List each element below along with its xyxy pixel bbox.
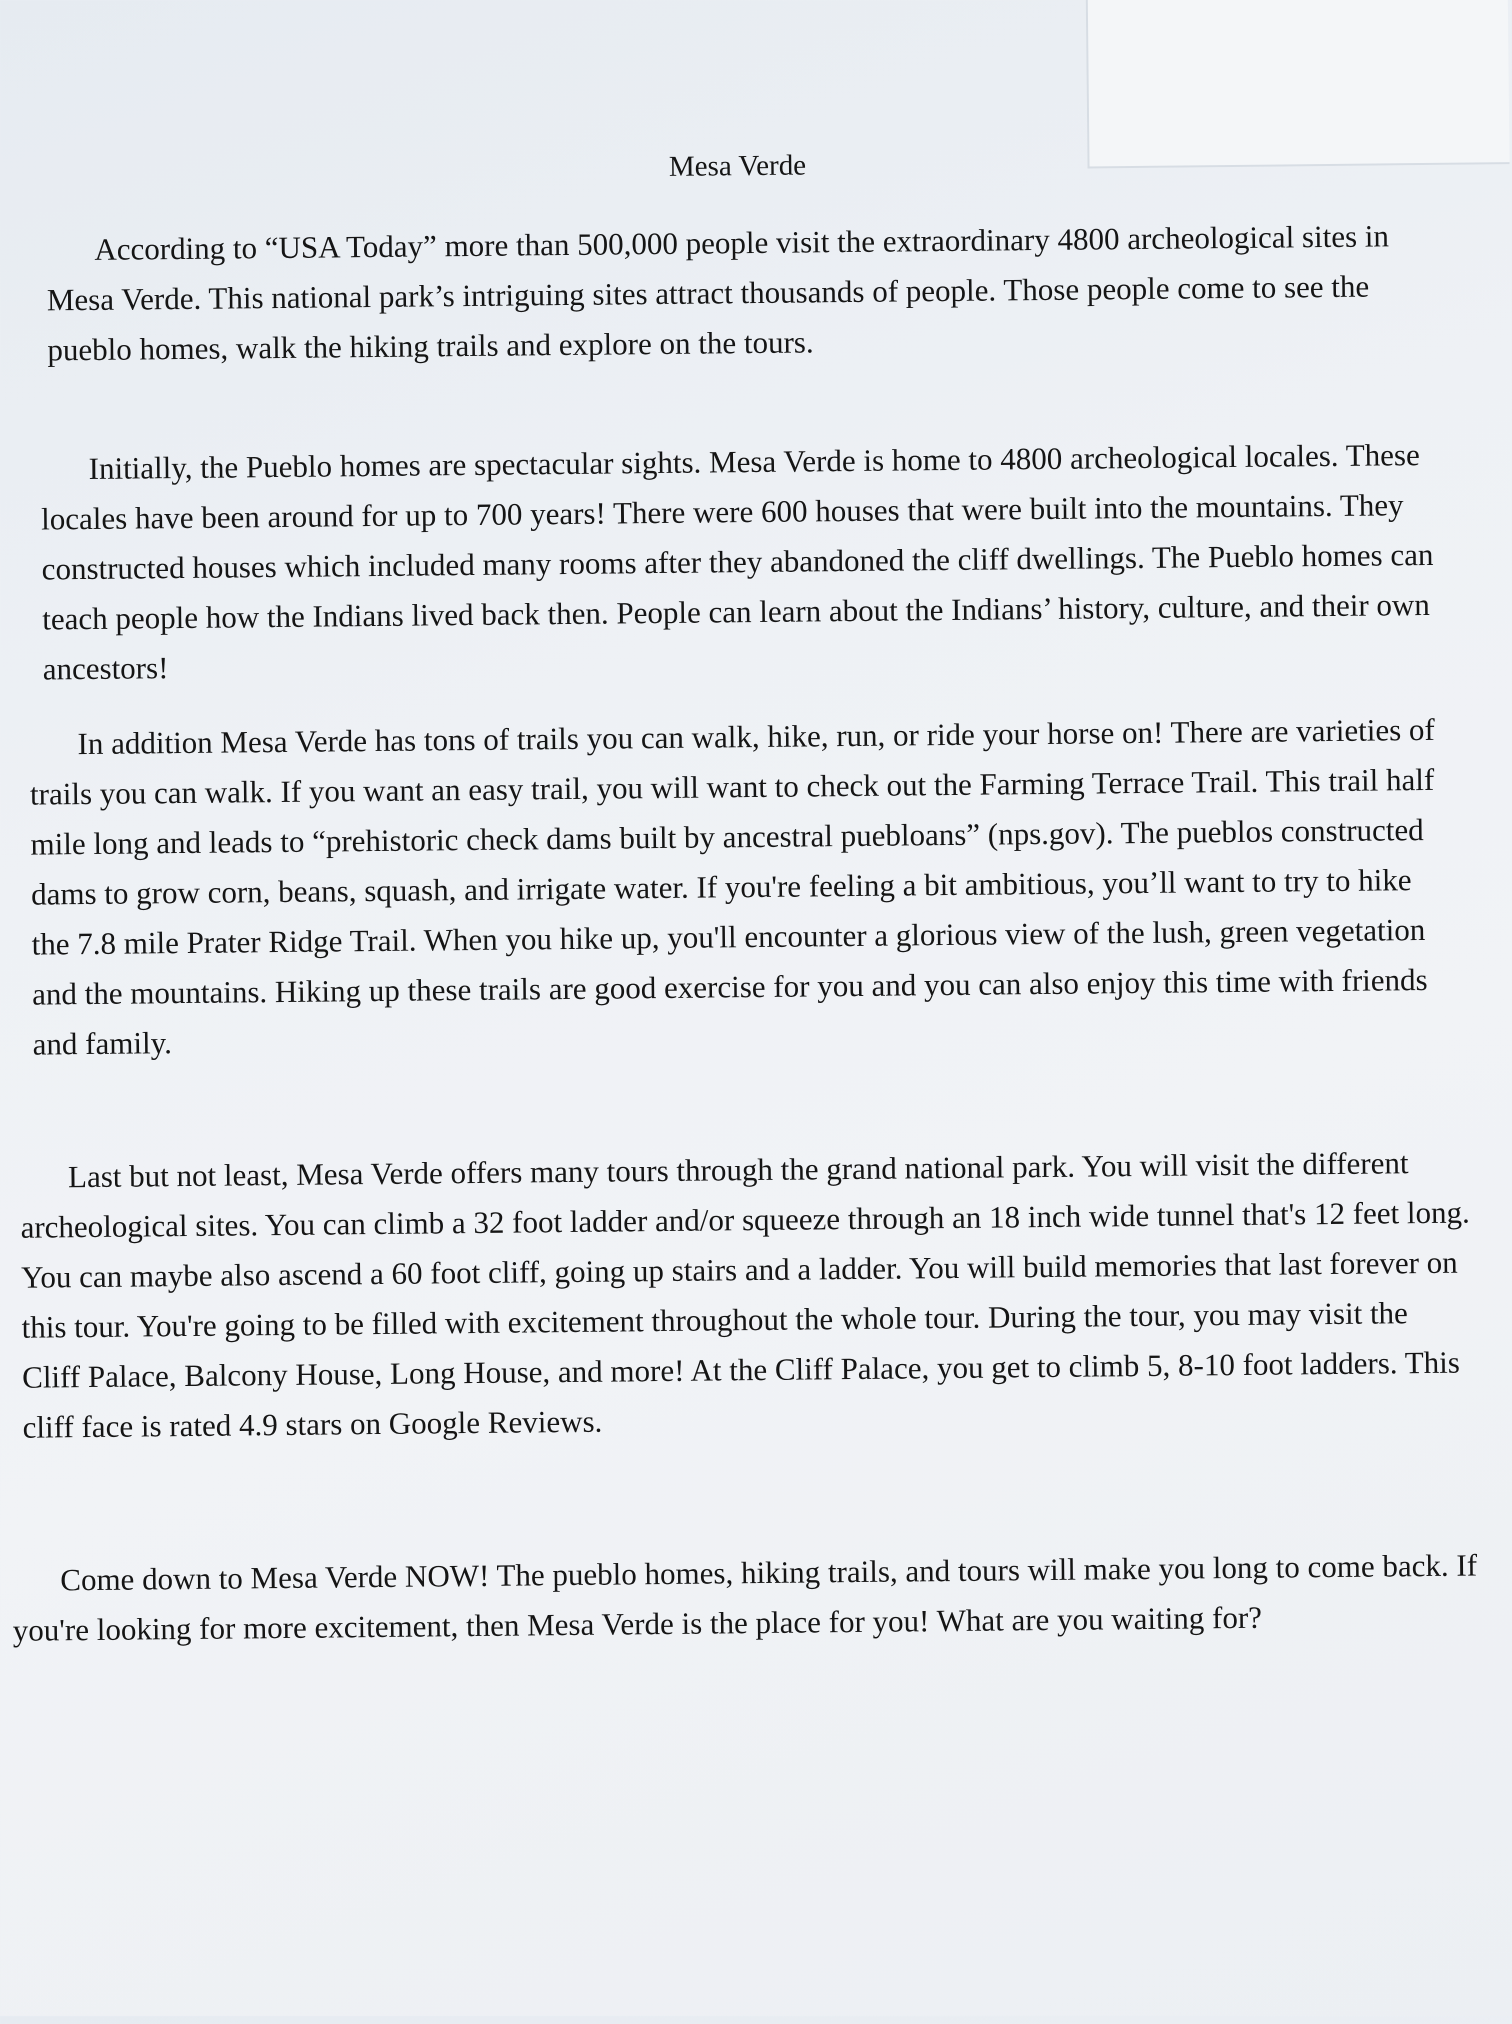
paragraph-intro: According to “USA Today” more than 500,000 people visit the extraordinary 4800 archeological sites in Mesa Verde. This national park’s intriguing sites attract thousands of people. Those people come to see the pueblo homes, walk the hiking trails and explore on the tours. bbox=[46, 218, 1390, 368]
paragraph-conclusion: Come down to Mesa Verde NOW! The pueblo homes, hiking trails, and tours will make you long to come back. If you're looking for more excitement, then Mesa Verde is the place for you! What are you waiting for? bbox=[12, 1547, 1478, 1648]
paragraph-tours: Last but not least, Mesa Verde offers many tours through the grand national park. You will visit the different archeological sites. You can climb a 32 foot ladder and/or squeeze through an 18 inch wide tunnel that's 12 feet long. You can maybe also ascend a 60 foot cliff, going up stairs and a ladder. You will build memories that last forever on this tour. You're going to be filled with excitement throughout the whole tour. During the tour, you may visit the Cliff Palace, Balcony House, Long House, and more! At the Cliff Palace, you get to climb 5, 8-10 foot ladders. This cliff face is rated 4.9 stars on Google Reviews. bbox=[20, 1145, 1470, 1445]
document-title: Mesa Verde bbox=[668, 149, 807, 183]
paragraph-pueblo-homes: Initially, the Pueblo homes are spectacular sights. Mesa Verde is home to 4800 archeological locales. These locales have been around for up to 700 years! There were 600 houses that were built into the mountains. They constructed houses which included many rooms after they abandoned the cliff dwellings. The Pueblo homes can teach people how the Indians lived back then. People can learn about the Indians’ history, culture, and their own ancestors! bbox=[40, 437, 1434, 687]
paragraph-trails: In addition Mesa Verde has tons of trails you can walk, hike, run, or ride your horse on! There are varieties of trails you can walk. If you want an easy trail, you will want to check out the Farming Terrace Trail. This trail half mile long and leads to “prehistoric check dams built by ancestral puebloans” (nps.gov). The pueblos constructed dams to grow corn, beans, squash, and irrigate water. If you're feeling a bit ambitious, you’ll want to try to hike the 7.8 mile Prater Ridge Trail. When you hike up, you'll encounter a glorious view of the lush, green vegetation and the mountains. Hiking up these trails are good exercise for you and you can also enjoy this time with friends and family. bbox=[29, 711, 1435, 1062]
